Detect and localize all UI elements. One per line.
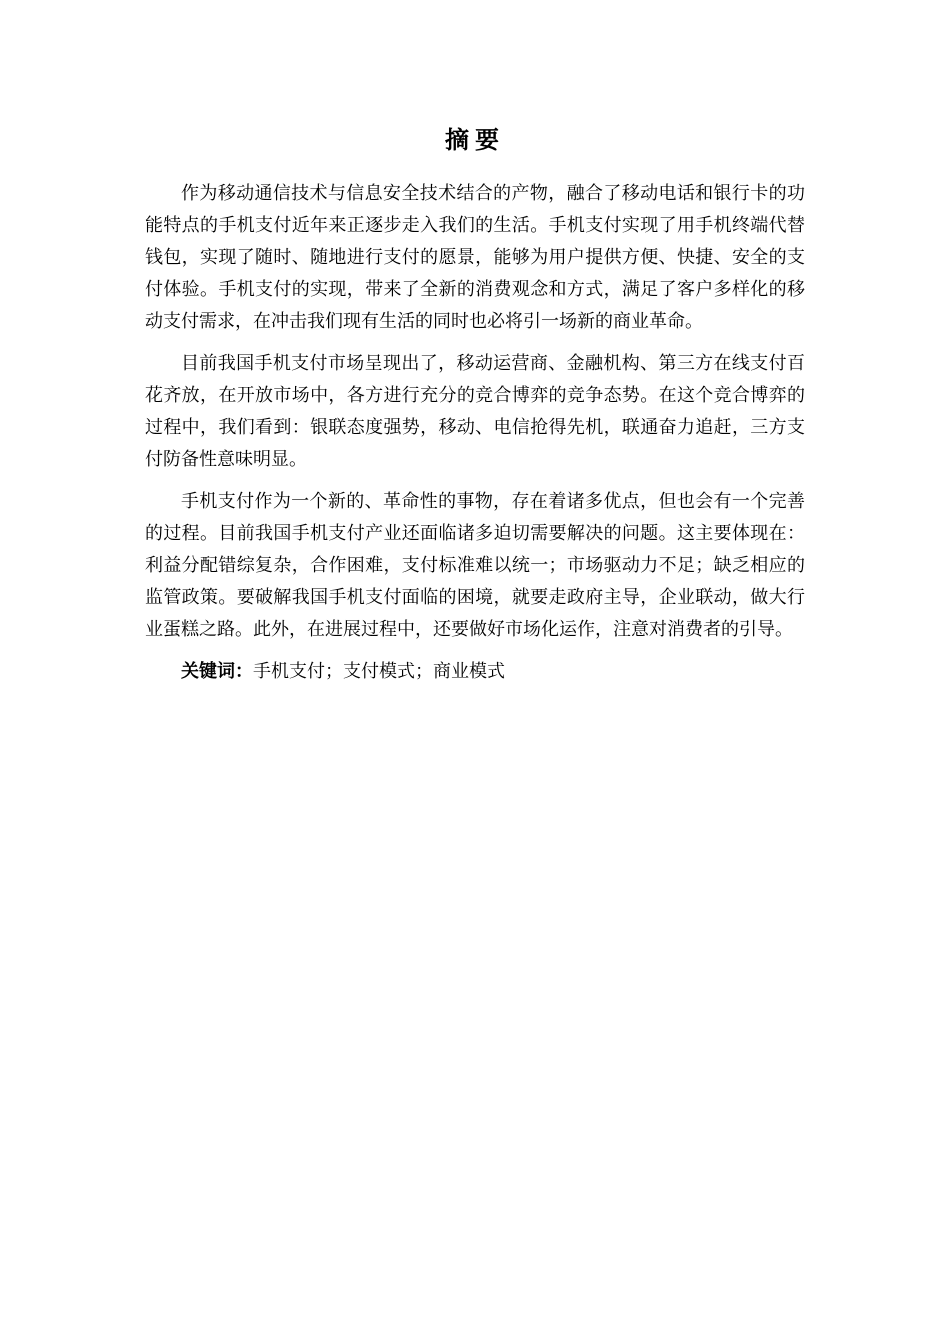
keywords-value: 手机支付；支付模式；商业模式 <box>253 661 505 682</box>
abstract-paragraph-1: 作为移动通信技术与信息安全技术结合的产物，融合了移动电话和银行卡的功能特点的手机支付近年来正逐步走入我们的生活。手机支付实现了用手机终端代替钱包，实现了随时、随地进行支付的愿景，能够为用户提供方便、快捷、安全的支付体验。手机支付的实现，带来了全新的消费观念和方式，满足了客户多样化的移动支付需求，在冲击我们现有生活的同时也必将引一场新的商业革命。 <box>145 183 805 332</box>
keywords-line <box>145 656 805 688</box>
abstract-body <box>145 178 805 688</box>
keywords-label: 关键词： <box>181 661 253 682</box>
abstract-paragraph-2: 目前我国手机支付市场呈现出了，移动运营商、金融机构、第三方在线支付百花齐放，在开放市场中，各方进行充分的竞合博弈的竞争态势。在这个竞合博弈的过程中，我们看到：银联态度强势，移动、电信抢得先机，联通奋力追赶，三方支付防备性意味明显。 <box>145 353 805 470</box>
abstract-paragraph-3: 手机支付作为一个新的、革命性的事物，存在着诸多优点，但也会有一个完善的过程。目前我国手机支付产业还面临诸多迫切需要解决的问题。这主要体现在：利益分配错综复杂，合作困难，支付标准难以统一；市场驱动力不足；缺乏相应的监管政策。要破解我国手机支付面临的困境，就要走政府主导，企业联动，做大行业蛋糕之路。此外，在进展过程中，还要做好市场化运作，注意对消费者的引导。 <box>145 491 805 640</box>
page-title: 摘要 <box>445 126 505 154</box>
